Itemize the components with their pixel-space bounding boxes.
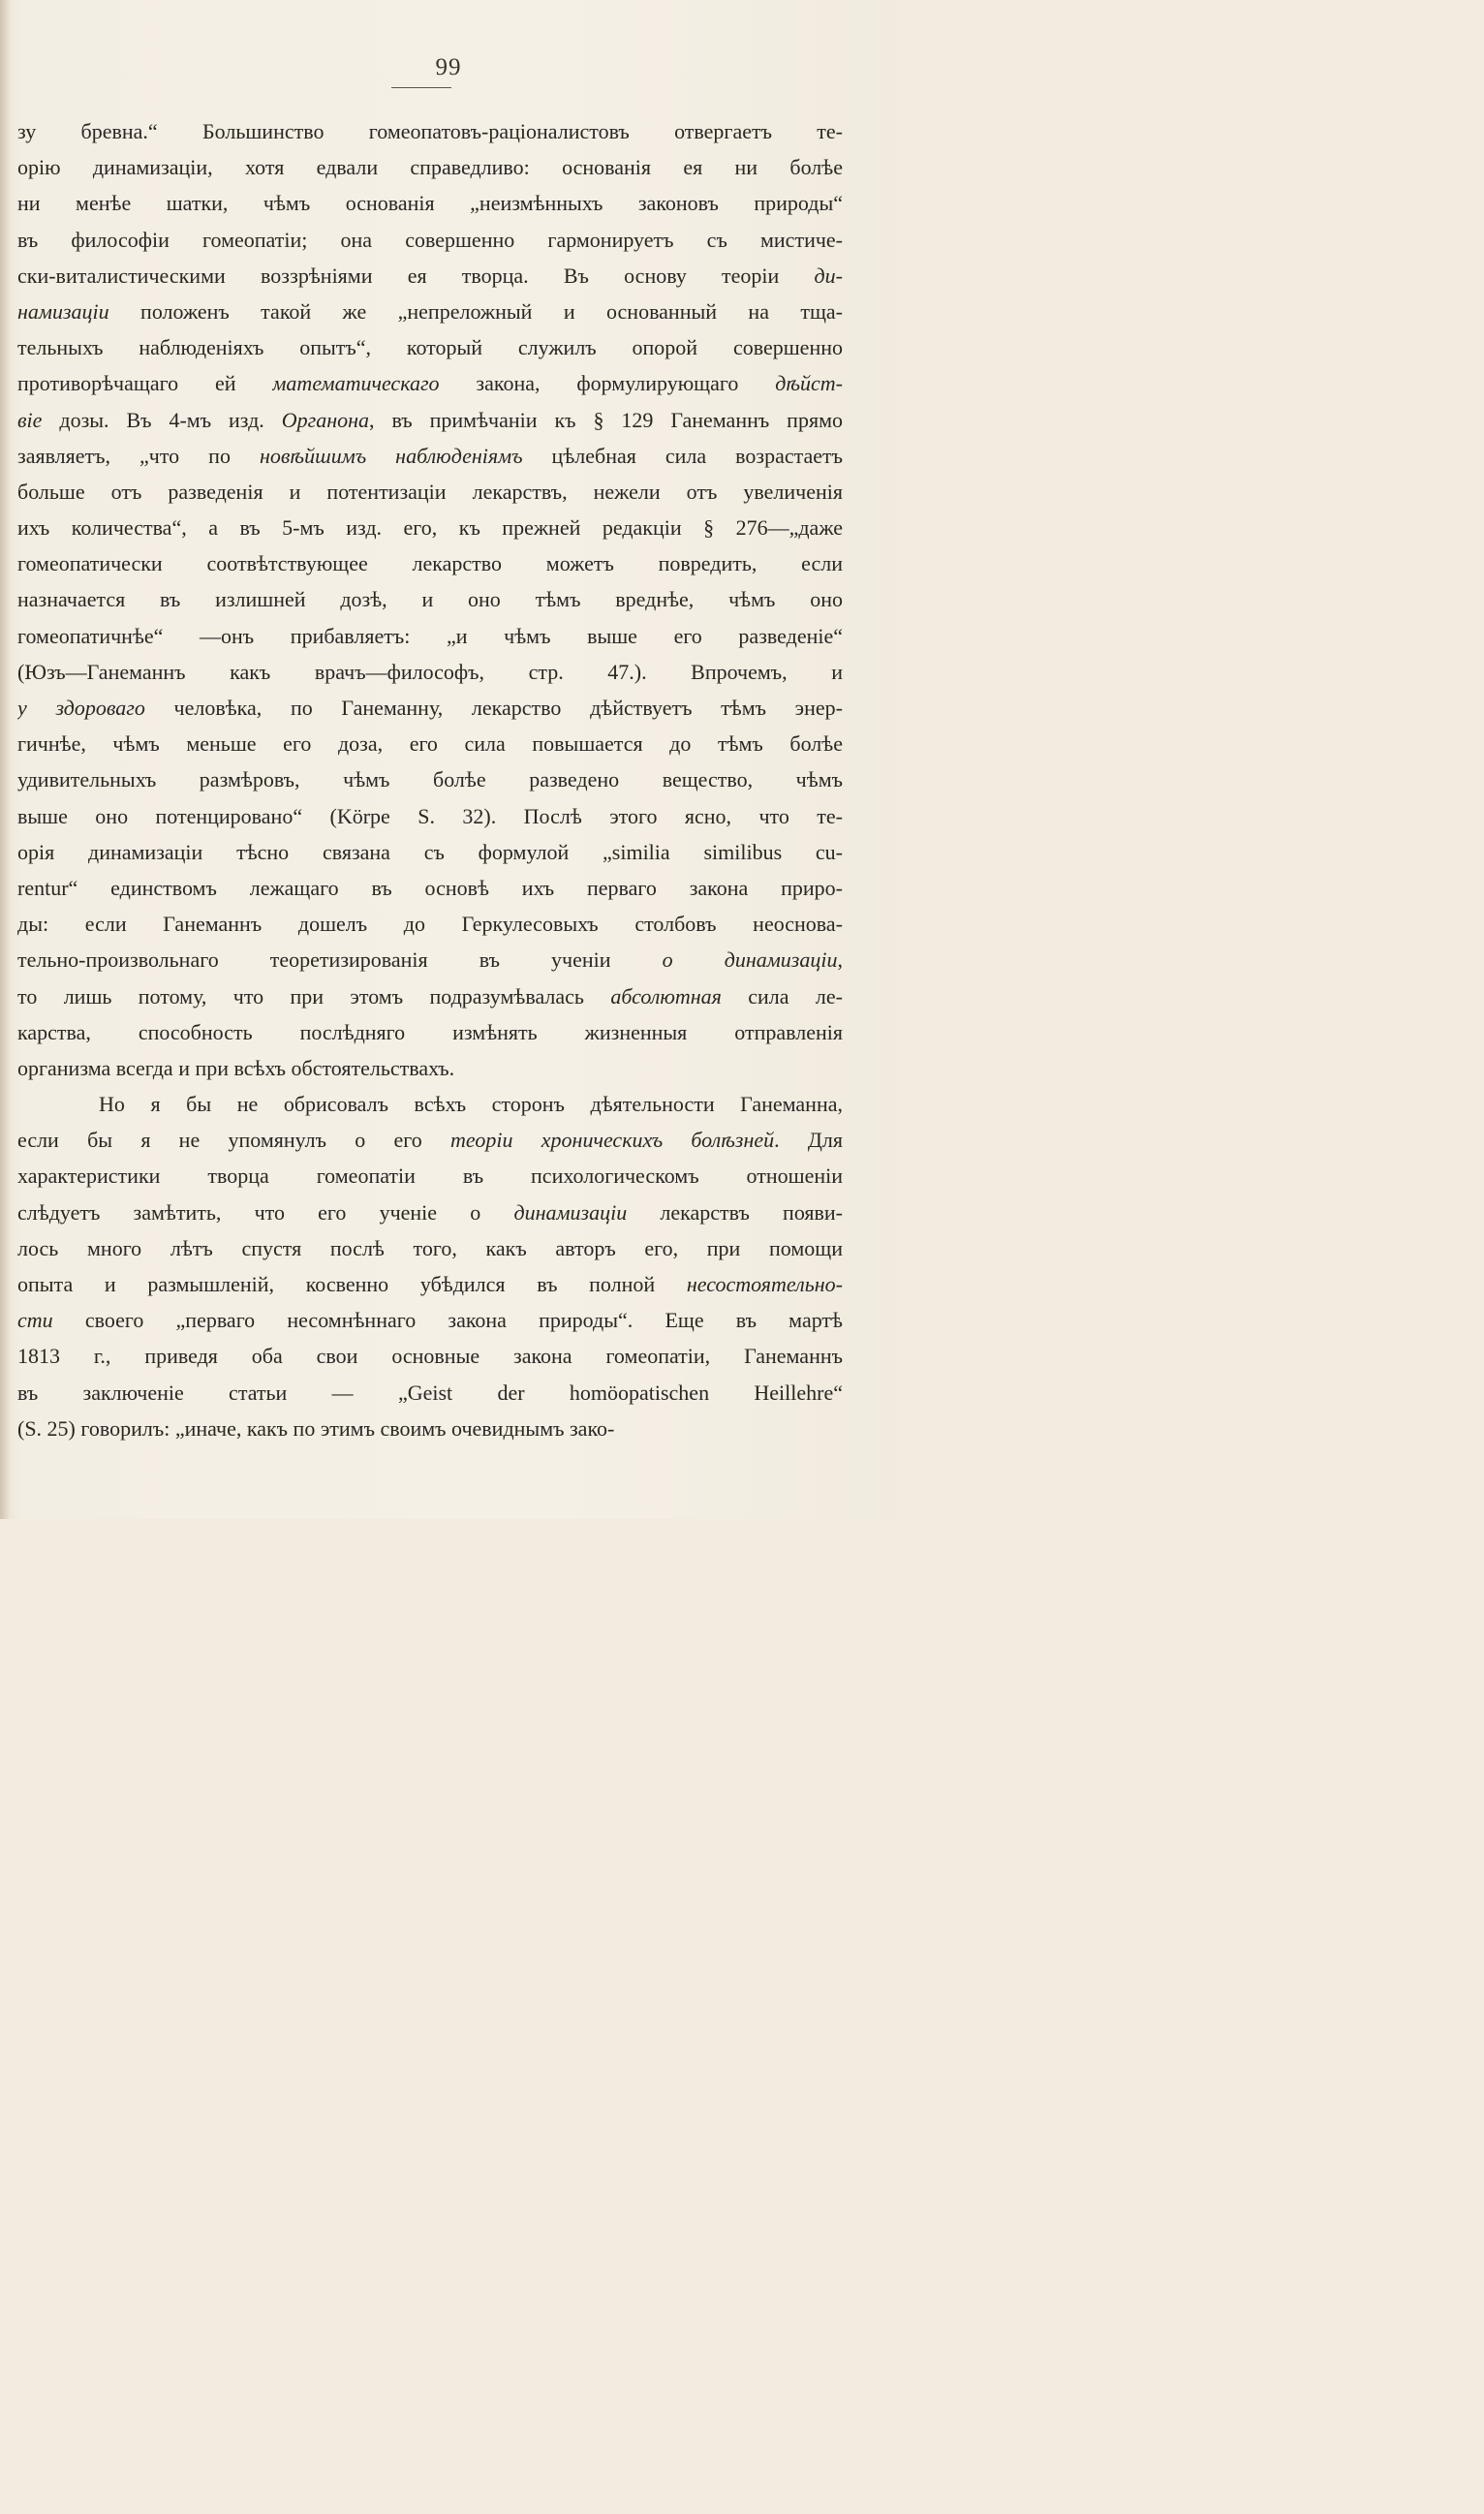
text-line bbox=[17, 545, 843, 581]
text-segment: орія динамизаціи тѣсно связана съ формулой „similia similibus cu- bbox=[17, 839, 843, 864]
italic-text: Органона bbox=[281, 407, 370, 432]
text-line bbox=[17, 942, 843, 978]
text-line bbox=[17, 1195, 843, 1230]
text-segment: въ заключеніе статьи — „Geist der homöopatischen Heillehre“ bbox=[17, 1380, 843, 1405]
text-segment: зу бревна.“ Большинство гомеопатовъ-раціоналистовъ отвергаетъ те- bbox=[17, 119, 843, 143]
italic-text: несостоятельно- bbox=[686, 1272, 843, 1296]
text-segment: Но я бы не обрисовалъ всѣхъ сторонъ дѣятельности Ганеманна, bbox=[99, 1092, 843, 1117]
text-line bbox=[17, 474, 843, 510]
text-segment: то лишь потому, что при этомъ подразумѣвалась bbox=[17, 983, 611, 1009]
italic-text: новѣйшимъ наблюденіямъ bbox=[259, 443, 523, 468]
text-segment: гичнѣе, чѣмъ меньше его доза, его сила повышается до тѣмъ болѣе bbox=[17, 731, 843, 757]
text-segment: 1813 г., приведя оба свои основные закона гомеопатіи, Ганеманнъ bbox=[17, 1344, 843, 1369]
text-segment: своего „перваго несомнѣннаго закона природы“. Еще въ мартѣ bbox=[52, 1308, 843, 1333]
text-segment: карства, способность послѣдняго измѣнять жизненныя отправленія bbox=[17, 1019, 843, 1044]
text-line bbox=[17, 1338, 843, 1374]
text-line bbox=[17, 294, 843, 329]
body-text bbox=[17, 113, 843, 1446]
page-number-rule bbox=[391, 87, 451, 88]
text-segment: характеристики творца гомеопатіи въ психологическомъ отношеніи bbox=[17, 1164, 843, 1189]
text-line bbox=[17, 834, 843, 870]
text-line bbox=[17, 1266, 843, 1302]
text-segment: въ философіи гомеопатіи; она совершенно гармонируетъ съ мистиче- bbox=[17, 227, 843, 252]
page-gutter bbox=[0, 0, 10, 1519]
text-line bbox=[17, 581, 843, 617]
text-segment: удивительныхъ размѣровъ, чѣмъ болѣе разведено вещество, чѣмъ bbox=[17, 767, 843, 792]
text-segment: тельныхъ наблюденіяхъ опытъ“, который служилъ опорой совершенно bbox=[17, 335, 843, 360]
text-line bbox=[17, 870, 843, 906]
text-line bbox=[17, 1158, 843, 1194]
text-line bbox=[17, 618, 843, 654]
text-segment: заявляетъ, „что по bbox=[17, 443, 260, 468]
italic-text: сти bbox=[17, 1308, 53, 1333]
text-segment: (Юзъ—Ганеманнъ какъ врачъ—философъ, стр. 47.). Впрочемъ, и bbox=[17, 659, 843, 684]
page-number: 99 bbox=[435, 54, 462, 80]
text-line bbox=[17, 1122, 843, 1158]
text-line bbox=[17, 149, 843, 185]
text-line bbox=[17, 113, 843, 149]
text-line bbox=[17, 365, 843, 401]
italic-text: віе bbox=[17, 407, 43, 432]
text-line bbox=[17, 1302, 843, 1338]
text-line bbox=[17, 1014, 843, 1050]
text-line bbox=[17, 726, 843, 761]
text-line bbox=[17, 329, 843, 365]
text-line bbox=[17, 402, 843, 438]
italic-text: у здороваго bbox=[17, 696, 145, 720]
text-line bbox=[17, 1050, 843, 1086]
text-line bbox=[17, 1230, 843, 1266]
text-line bbox=[17, 978, 843, 1014]
text-segment: организма всегда и при всѣхъ обстоятельствахъ. bbox=[17, 1055, 455, 1080]
text-line bbox=[17, 438, 843, 474]
text-segment: ихъ количества“, а въ 5-мъ изд. его, къ прежней редакціи § 276—„даже bbox=[17, 515, 843, 541]
book-page bbox=[0, 0, 897, 1519]
text-line bbox=[17, 906, 843, 942]
text-segment: выше оно потенцировано“ (Körре S. 32). Послѣ этого ясно, что те- bbox=[17, 803, 843, 828]
italic-text: намизаціи bbox=[17, 298, 109, 324]
text-line bbox=[17, 798, 843, 834]
text-line bbox=[17, 761, 843, 797]
text-segment: ни менѣе шатки, чѣмъ основанія „неизмѣнныхъ законовъ природы“ bbox=[17, 191, 843, 216]
text-segment: , bbox=[837, 947, 843, 973]
italic-text: о динамизаціи bbox=[662, 947, 838, 973]
text-segment: опыта и размышленій, косвенно убѣдился въ полной bbox=[17, 1272, 687, 1296]
text-segment: слѣдуетъ замѣтить, что его ученіе о bbox=[17, 1199, 514, 1225]
text-segment: если бы я не упомянулъ о его bbox=[17, 1128, 451, 1153]
text-segment: ски-виталистическими воззрѣніями ея творца. Въ основу теоріи bbox=[17, 263, 815, 288]
text-segment: больше отъ разведенія и потентизаціи лекарствъ, нежели отъ увеличенія bbox=[17, 479, 843, 504]
italic-text: теоріи хроническихъ болѣзней bbox=[450, 1128, 775, 1153]
italic-text: дѣйст- bbox=[775, 371, 843, 396]
text-line bbox=[17, 1411, 843, 1446]
text-segment: лекарствъ появи- bbox=[627, 1199, 843, 1225]
text-segment: ды: если Ганеманнъ дошелъ до Геркулесовыхъ столбовъ неоснова- bbox=[17, 912, 843, 937]
text-segment: тельно-произвольнаго теоретизированія въ ученіи bbox=[17, 947, 663, 973]
text-line bbox=[17, 222, 843, 258]
italic-text: математическаго bbox=[272, 371, 440, 396]
text-line bbox=[17, 1086, 843, 1122]
text-line bbox=[17, 258, 843, 294]
text-segment: . Для bbox=[774, 1128, 843, 1153]
text-segment: назначается въ излишней дозѣ, и оно тѣмъ вреднѣе, чѣмъ оно bbox=[17, 587, 843, 612]
text-segment: дозы. Въ 4-мъ изд. bbox=[42, 407, 282, 432]
text-segment: rentur“ единствомъ лежащаго въ основѣ ихъ перваго закона приро- bbox=[17, 875, 843, 900]
text-line bbox=[17, 1375, 843, 1411]
text-segment: гомеопатичнѣе“ —онъ прибавляетъ: „и чѣмъ выше его разведеніе“ bbox=[17, 623, 843, 648]
text-segment: , въ примѣчаніи къ § 129 Ганеманнъ прямо bbox=[369, 407, 843, 432]
text-line bbox=[17, 185, 843, 221]
text-segment: сила ле- bbox=[721, 983, 843, 1009]
text-segment: (S. 25) говорилъ: „иначе, какъ по этимъ своимъ очевиднымъ зако- bbox=[17, 1415, 615, 1441]
text-segment: противорѣчащаго ей bbox=[17, 371, 273, 396]
text-segment: человѣка, по Ганеманну, лекарство дѣйствуетъ тѣмъ энер- bbox=[144, 696, 843, 720]
text-segment: лось много лѣтъ спустя послѣ того, какъ авторъ его, при помощи bbox=[17, 1235, 843, 1260]
text-line bbox=[17, 510, 843, 545]
text-segment: орію динамизаціи, хотя едвали справедливо: основанія ея ни болѣе bbox=[17, 155, 843, 180]
text-line bbox=[17, 654, 843, 690]
italic-text: динамизаціи bbox=[513, 1199, 628, 1225]
italic-text: ди- bbox=[814, 263, 843, 288]
text-segment: гомеопатически соотвѣтствующее лекарство можетъ повредить, если bbox=[17, 551, 843, 576]
text-line bbox=[17, 690, 843, 726]
text-segment: цѣлебная сила возрастаетъ bbox=[522, 443, 843, 468]
italic-text: абсолютная bbox=[610, 983, 722, 1009]
text-segment: положенъ такой же „непреложный и основанный на тща- bbox=[108, 298, 843, 324]
text-segment: закона, формулирующаго bbox=[439, 371, 776, 396]
